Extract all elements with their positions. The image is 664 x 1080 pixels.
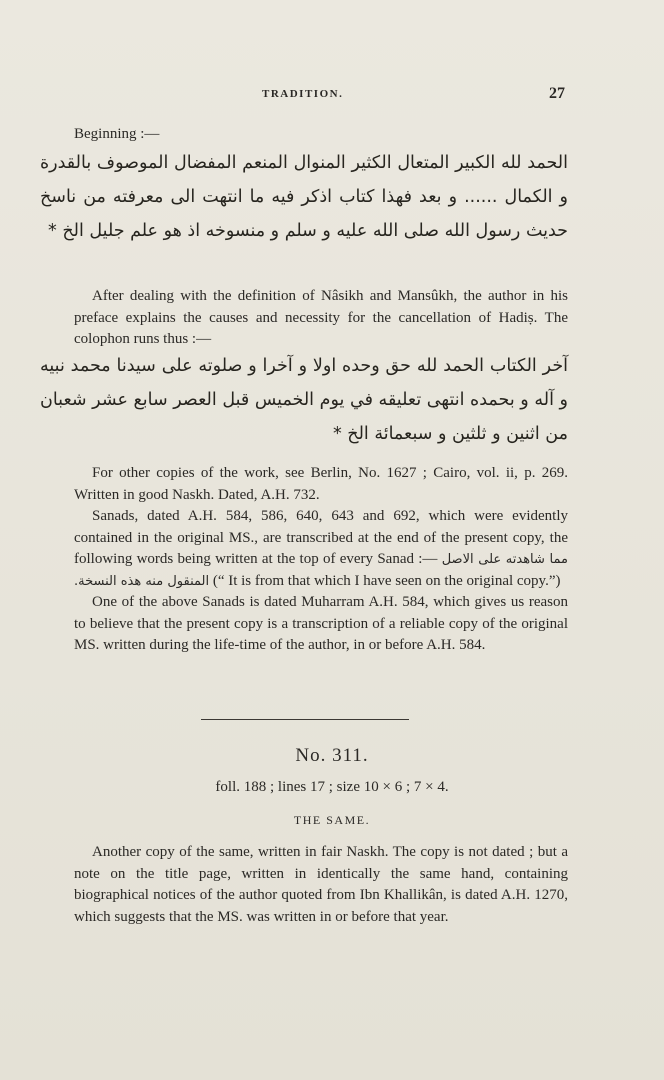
arabic-colophon: آخر الكتاب الحمد لله حق وحده اولا و آخرا و صلوته على سيدنا محمد نبيه و آله و بحمده انتهى تعليقه في يوم الخميس قبل العصر سابع عشر شعبان من اثنين و ثلثين و سبعمائة الخ *	[40, 356, 568, 444]
para-sanads-2: (“ It is from that which I have seen on the original copy.”)	[212, 572, 561, 589]
para-muharram: One of the above Sanads is dated Muharram A.H. 584, which gives us reason to believe that the present copy is a transcription of a reliable copy of the original MS. written during the life-time of the author, in or before A.H. 584.	[74, 594, 568, 653]
para-same: Another copy of the same, written in fair Naskh. The copy is not dated ; but a note on the title page, written in identically the same hand, containing biographical notices of the author quoted from Ibn Khallikân, is dated A.H. 1270, which suggests that the MS. was written in or before that year.	[74, 844, 568, 925]
page-number: 27	[549, 85, 565, 102]
notes-block	[74, 463, 568, 657]
beginning-label: Beginning :—	[74, 126, 160, 142]
collation: foll. 188 ; lines 17 ; size 10 × 6 ; 7 × 4.	[215, 779, 449, 795]
running-title: TRADITION.	[262, 88, 344, 100]
para-copies: For other copies of the work, see Berlin, No. 1627 ; Cairo, vol. ii, p. 269. Written in good Naskh. Dated, A.H. 732.	[74, 465, 568, 503]
para-sanads-arabic: مما شاهدته على الاصل المنقول منه هذه النسخة.	[74, 552, 568, 589]
description-block	[74, 286, 568, 351]
beginning-label-block	[74, 124, 568, 146]
para-sanads	[74, 506, 568, 592]
page-header	[0, 85, 664, 108]
section-divider	[201, 719, 409, 720]
para-after: After dealing with the definition of Nâsikh and Mansûkh, the author in his preface explains the causes and necessity for the cancellation of Hadiṣ. The colophon runs thus :—	[74, 288, 568, 347]
para-sanads-1: Sanads, dated A.H. 584, 586, 640, 643 and 692, which were evidently contained in the original MS., are transcribed at the end of the present copy, the following words being written at the top of every Sanad :—	[74, 508, 568, 567]
arabic-beginning: الحمد لله الكبير المتعال الكثير المنوال المنعم المفضال الموصوف بالقدرة و الكمال ...... و بعد فهذا كتاب اذكر فيه ما انتهت الى معرفته من ناسخ حديث رسول الله صلى الله عليه و سلم و منسوخه اذ هو علم جليل الخ *	[40, 153, 568, 241]
entry-number: No. 311.	[295, 745, 369, 766]
section-title: THE SAME.	[293, 813, 371, 827]
same-block	[74, 842, 568, 928]
